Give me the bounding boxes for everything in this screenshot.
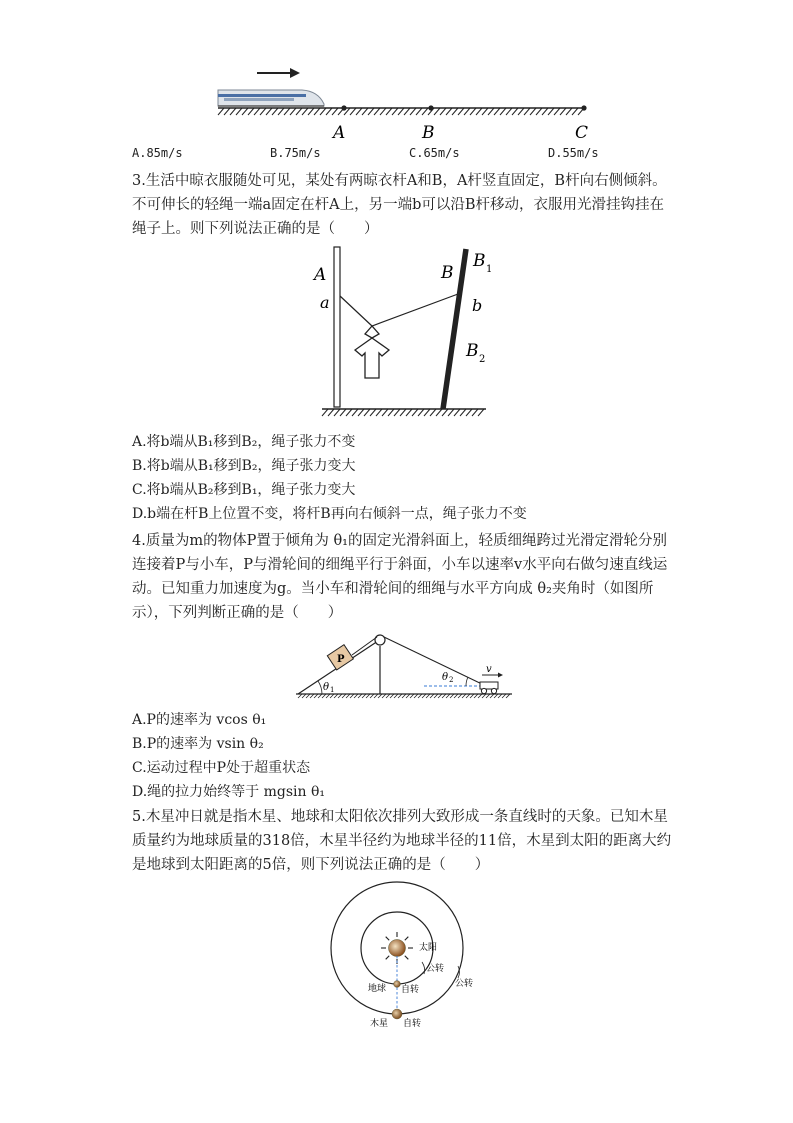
pulley-icon — [375, 635, 385, 645]
hatch-mark — [352, 409, 358, 416]
q3-option-c: C.将b端从B₂移到B₁，绳子张力变大 — [132, 482, 356, 498]
point-a — [341, 105, 346, 110]
label-pole-b: B — [441, 263, 454, 283]
hatch-mark — [328, 409, 334, 416]
hatch-mark — [512, 108, 518, 115]
velocity-arrow-head — [498, 673, 503, 678]
hatch-mark — [358, 409, 364, 416]
hatch-mark — [376, 409, 382, 416]
jupiter-icon — [392, 1009, 402, 1019]
hatch-mark — [442, 409, 448, 416]
label-v: v — [486, 664, 492, 675]
hatch-mark — [482, 108, 488, 115]
hatch-mark — [440, 108, 446, 115]
angle-theta2-arc — [466, 677, 468, 686]
hatch-mark — [398, 108, 404, 115]
hatch-mark — [572, 108, 578, 115]
hatch-mark — [422, 108, 428, 115]
q4-stem: 4.质量为m的物体P置于倾角为 θ₁的固定光滑斜面上，轻质细绳跨过光滑定滑轮分别连接着P与小车，P与滑轮间的细绳平行于斜面，小车以速率v水平向右做匀速直线运动。已知重力加速度为g。当小车和滑轮间的细绳与水平方向成 θ₂夹角时（如图所示），下列判断正确的是（ ） — [132, 533, 668, 621]
cart-icon — [480, 682, 498, 694]
track-hatching — [218, 108, 584, 115]
sun-ray — [405, 956, 409, 960]
sun-icon — [381, 932, 413, 964]
hatch-mark — [322, 409, 328, 416]
label-revolve-inner: 公转 — [426, 964, 445, 974]
rope-to-block — [352, 637, 377, 655]
rope — [340, 294, 458, 326]
hatch-mark — [488, 108, 494, 115]
hatch-mark — [386, 108, 392, 115]
hatch-mark — [224, 108, 230, 115]
hatch-mark — [530, 108, 536, 115]
ground-hatching — [322, 409, 484, 416]
q4-option-a: A.P的速率为 vcos θ₁ — [132, 712, 267, 728]
label-earth-rotation: 自转 — [401, 985, 420, 995]
label-theta2: θ — [442, 672, 449, 683]
rope-to-cart — [384, 637, 486, 686]
q3-option-a: A.将b端从B₁移到B₂，绳子张力不变 — [132, 434, 356, 450]
hatch-mark — [382, 409, 388, 416]
label-sun: 太阳 — [419, 943, 438, 953]
hatch-mark — [236, 108, 242, 115]
train-icon — [218, 90, 324, 106]
hatch-mark — [524, 108, 530, 115]
hatch-mark — [536, 108, 542, 115]
sun-ray — [386, 956, 390, 960]
earth-icon — [394, 981, 401, 988]
hatch-mark — [430, 409, 436, 416]
label-jupiter-rotation: 自转 — [403, 1019, 422, 1029]
hatch-mark — [248, 108, 254, 115]
hatch-mark — [506, 108, 512, 115]
hatch-mark — [326, 108, 332, 115]
hatch-mark — [332, 108, 338, 115]
hatch-mark — [436, 409, 442, 416]
hatch-mark — [278, 108, 284, 115]
clothes-icon — [355, 326, 389, 378]
hatch-mark — [334, 409, 340, 416]
hatch-mark — [458, 108, 464, 115]
hatch-mark — [500, 108, 506, 115]
label-b1-sub: 1 — [486, 264, 493, 275]
q2-option-c: C.65m/s — [409, 146, 460, 160]
incline-pulley-figure — [294, 630, 514, 700]
hatch-mark — [368, 108, 374, 115]
hatch-mark — [284, 108, 290, 115]
hatch-mark — [394, 409, 400, 416]
hatch-mark — [340, 409, 346, 416]
clothesline-figure — [310, 244, 510, 422]
hatch-mark — [374, 108, 380, 115]
hatch-mark — [566, 108, 572, 115]
hatch-mark — [452, 108, 458, 115]
point-c — [581, 105, 586, 110]
hatch-mark — [302, 108, 308, 115]
hatch-mark — [478, 409, 484, 416]
hatch-mark — [356, 108, 362, 115]
hatch-mark — [434, 108, 440, 115]
hatch-mark — [308, 108, 314, 115]
hatch-mark — [290, 108, 296, 115]
hatch-mark — [418, 409, 424, 416]
label-block-p: P — [337, 654, 345, 665]
hatch-mark — [460, 409, 466, 416]
label-b2-sub: 2 — [479, 354, 486, 365]
hatch-mark — [346, 409, 352, 416]
label-pole-a: A — [314, 265, 327, 285]
hatch-mark — [406, 409, 412, 416]
hatch-mark — [362, 108, 368, 115]
hatch-mark — [472, 409, 478, 416]
label-revolve-outer: 公转 — [455, 979, 474, 989]
hatch-mark — [272, 108, 278, 115]
hatch-mark — [446, 108, 452, 115]
hatch-mark — [392, 108, 398, 115]
hatch-mark — [560, 108, 566, 115]
hatch-mark — [518, 108, 524, 115]
direction-arrow-head — [290, 68, 300, 78]
q4-option-b: B.P的速率为 vsin θ₂ — [132, 736, 264, 752]
q3-option-b: B.将b端从B₁移到B₂，绳子张力变大 — [132, 458, 356, 474]
label-a: A — [333, 123, 346, 143]
label-theta1-sub: 1 — [330, 686, 335, 694]
hatch-mark — [404, 108, 410, 115]
angle-theta1-arc — [318, 681, 322, 694]
hatch-mark — [254, 108, 260, 115]
hatch-mark — [364, 409, 370, 416]
hatch-mark — [370, 409, 376, 416]
label-theta1: θ — [323, 682, 330, 693]
hatch-mark — [554, 108, 560, 115]
q5-stem: 5.木星冲日就是指木星、地球和太阳依次排列大致形成一条直线时的天象。已知木星质量约为地球质量的318倍，木星半径约为地球半径的11倍，木星到太阳的距离大约是地球到太阳距离的5倍，则下列说法正确的是（ ） — [132, 809, 672, 873]
q2-option-d: D.55m/s — [548, 146, 599, 160]
label-theta2-sub: 2 — [449, 676, 454, 684]
hatch-mark — [470, 108, 476, 115]
hatch-mark — [548, 108, 554, 115]
hatch-mark — [400, 409, 406, 416]
hatch-mark — [260, 108, 266, 115]
hatch-mark — [296, 108, 302, 115]
hatch-mark — [448, 409, 454, 416]
label-point-b: b — [472, 296, 483, 315]
hatch-mark — [466, 409, 472, 416]
q2-option-b: B.75m/s — [270, 146, 321, 160]
q4-option-d: D.绳的拉力始终等于 mgsin θ₁ — [132, 784, 326, 800]
hatch-mark — [380, 108, 386, 115]
hatch-mark — [424, 409, 430, 416]
hatch-mark — [388, 409, 394, 416]
hatch-mark — [494, 108, 500, 115]
hatch-mark — [410, 108, 416, 115]
label-b: B — [422, 123, 435, 143]
orbit-figure — [318, 880, 488, 1040]
label-b2: B — [466, 341, 479, 361]
hatch-mark — [350, 108, 356, 115]
q3-stem: 3.生活中晾衣服随处可见，某处有两晾衣杆A和B，A杆竖直固定，B杆向右侧倾斜。不可伸长的轻绳一端a固定在杆A上，另一端b可以沿B杆移动，衣服用光滑挂钩挂在绳子上。则下列说法正确的是（ ） — [132, 173, 667, 237]
sun-ray — [386, 937, 390, 941]
point-b — [428, 105, 433, 110]
q2-options — [132, 146, 692, 166]
train-track-figure — [210, 60, 610, 144]
hatch-mark — [230, 108, 236, 115]
q4-option-c: C.运动过程中P处于超重状态 — [132, 760, 311, 776]
q2-option-a: A.85m/s — [132, 146, 183, 160]
hatch-mark — [242, 108, 248, 115]
label-earth: 地球 — [368, 984, 387, 994]
hatch-mark — [218, 108, 224, 115]
hatch-mark — [412, 409, 418, 416]
sun-ray — [405, 937, 409, 941]
hatch-mark — [454, 409, 460, 416]
hatch-mark — [476, 108, 482, 115]
q3-option-d: D.b端在杆B上位置不变，将杆B再向右倾斜一点，绳子张力不变 — [132, 506, 527, 522]
label-c: C — [575, 123, 589, 143]
hatch-mark — [266, 108, 272, 115]
pole-a — [334, 247, 340, 407]
label-b1: B — [473, 251, 486, 271]
hatch-mark — [542, 108, 548, 115]
label-point-a: a — [320, 293, 330, 312]
hatch-mark — [314, 108, 320, 115]
hatch-mark — [416, 108, 422, 115]
hatch-mark — [320, 108, 326, 115]
hatch-mark — [464, 108, 470, 115]
label-jupiter: 木星 — [370, 1019, 389, 1029]
